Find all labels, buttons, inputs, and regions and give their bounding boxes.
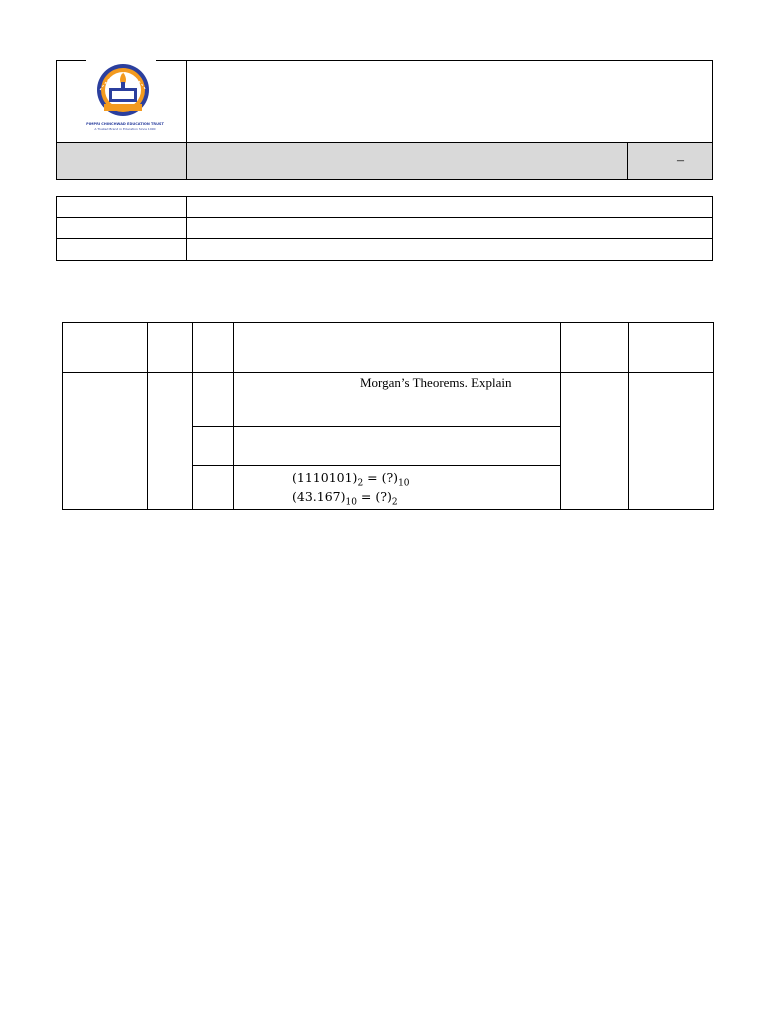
header-shaded-row	[57, 142, 712, 179]
conversion-equation-1: $(1110101)_2$ = $(?)_{10}$	[292, 470, 410, 489]
info-table	[56, 196, 713, 261]
header-dash: –	[677, 153, 684, 168]
logo-seal-icon	[97, 64, 149, 116]
conversion-equation-2: $(43.167)_{10}$ = $(?)_2$	[292, 489, 398, 508]
logo-caption: PIMPRI CHINCHWAD EDUCATION TRUST A Trusted Brand in Education Since 1990	[86, 122, 164, 131]
question-text: Morgan’s Theorems. Explain	[360, 375, 512, 390]
